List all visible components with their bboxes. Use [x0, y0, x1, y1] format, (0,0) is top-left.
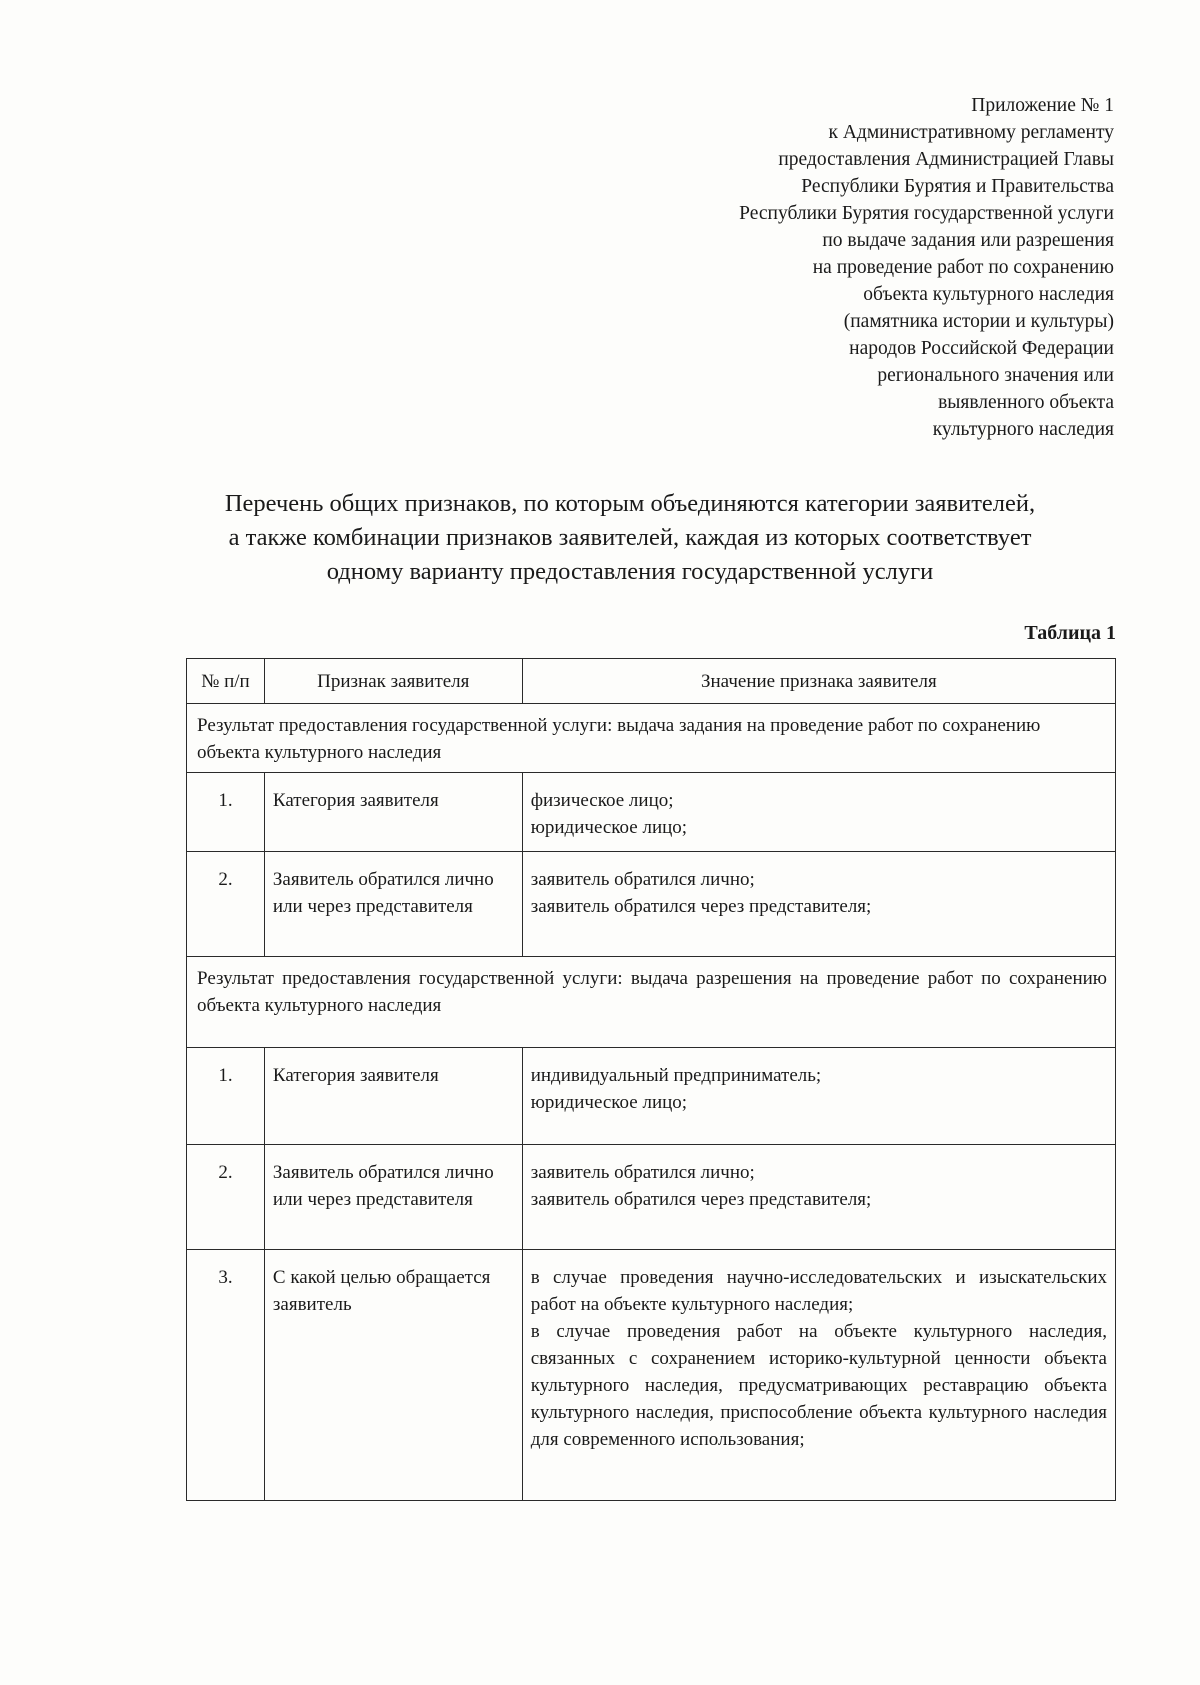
appendix-line: предоставления Администрацией Главы	[778, 149, 1114, 170]
table-row	[187, 1250, 1116, 1501]
appendix-line: культурного наследия	[932, 419, 1114, 440]
title-line: одному варианту предоставления государственной услуги	[326, 558, 934, 585]
title-line: а также комбинации признаков заявителей, каждая из которых соответствует	[228, 524, 1032, 551]
applicant-features-table	[186, 658, 1116, 1501]
value-item: заявитель обратился через представителя;	[530, 1189, 872, 1210]
row-number: 2.	[187, 1145, 265, 1250]
appendix-line: регионального значения или	[877, 365, 1114, 386]
header-value: Значение признака заявителя	[522, 659, 1115, 704]
value-item: в случае проведения работ на объекте культурного наследия, связанных с сохранением историко-культурной ценности объекта культурного наследия, предусматривающих реставрацию объекта культурного наследия, приспособление объекта культурного наследия для современного использования;	[530, 1321, 1107, 1450]
value-item: физическое лицо;	[530, 790, 674, 811]
value-item: заявитель обратился лично;	[530, 869, 755, 890]
section-title: Результат предоставления государственной услуги: выдача разрешения на проведение работ по сохранению объекта культурного наследия	[187, 957, 1116, 1048]
section-row	[187, 704, 1116, 773]
header-feature: Признак заявителя	[264, 659, 522, 704]
appendix-line: по выдаче задания или разрешения	[822, 230, 1114, 251]
value-item: заявитель обратился лично;	[530, 1162, 755, 1183]
appendix-line: выявленного объекта	[938, 392, 1114, 413]
row-feature: Заявитель обратился лично или через представителя	[264, 1145, 522, 1250]
appendix-line: Республики Бурятия и Правительства	[801, 176, 1114, 197]
appendix-line: к Административному регламенту	[828, 122, 1114, 143]
row-feature: С какой целью обращается заявитель	[264, 1250, 522, 1501]
document-title	[150, 487, 1110, 589]
row-feature: Заявитель обратился лично или через представителя	[264, 852, 522, 957]
table-label: Таблица 1	[1024, 622, 1116, 644]
appendix-line: (памятника истории и культуры)	[843, 311, 1114, 332]
appendix-line: Приложение № 1	[971, 95, 1114, 116]
row-values	[522, 773, 1115, 852]
row-feature: Категория заявителя	[264, 1048, 522, 1145]
row-values	[522, 1145, 1115, 1250]
row-values	[522, 1048, 1115, 1145]
appendix-header	[594, 92, 1114, 443]
table-header-row	[187, 659, 1116, 704]
row-number: 2.	[187, 852, 265, 957]
table-row	[187, 852, 1116, 957]
row-values	[522, 1250, 1115, 1501]
value-item: индивидуальный предприниматель;	[530, 1065, 822, 1086]
value-item: заявитель обратился через представителя;	[530, 896, 872, 917]
row-number: 1.	[187, 1048, 265, 1145]
table-row	[187, 1048, 1116, 1145]
row-number: 1.	[187, 773, 265, 852]
value-item: юридическое лицо;	[530, 817, 688, 838]
table-row	[187, 1145, 1116, 1250]
appendix-line: на проведение работ по сохранению	[812, 257, 1114, 278]
section-title: Результат предоставления государственной услуги: выдача задания на проведение работ по сохранению объекта культурного наследия	[187, 704, 1116, 773]
row-number: 3.	[187, 1250, 265, 1501]
appendix-line: народов Российской Федерации	[849, 338, 1114, 359]
row-feature: Категория заявителя	[264, 773, 522, 852]
value-item: в случае проведения научно-исследовательских и изыскательских работ на объекте культурного наследия;	[530, 1267, 1107, 1315]
section-row	[187, 957, 1116, 1048]
header-number: № п/п	[187, 659, 265, 704]
appendix-line: Республики Бурятия государственной услуги	[739, 203, 1114, 224]
row-values	[522, 852, 1115, 957]
table-row	[187, 773, 1116, 852]
value-item: юридическое лицо;	[530, 1092, 688, 1113]
appendix-line: объекта культурного наследия	[863, 284, 1114, 305]
title-line: Перечень общих признаков, по которым объединяются категории заявителей,	[224, 490, 1036, 517]
